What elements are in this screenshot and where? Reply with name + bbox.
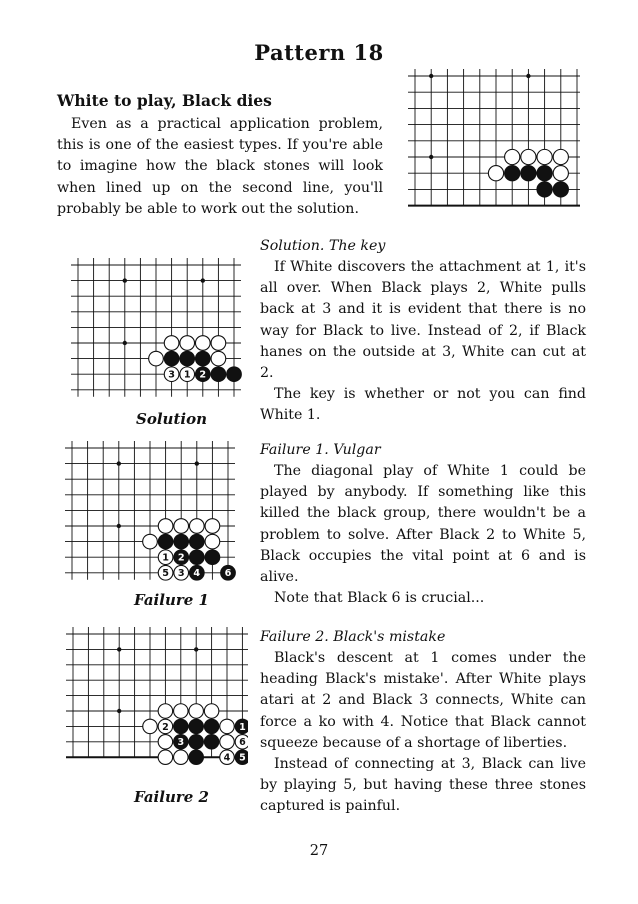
white-stone — [164, 336, 179, 351]
white-stone — [158, 519, 173, 534]
solution-text: If White discovers the attachment at 1, it's all over. When Black plays 2, White pulls back at 3 and it is evident that there is no way for Black to live. Instead of 2, if Black hanes on the outside at 3, White can cut at 2. — [260, 259, 586, 382]
move-number: 5 — [239, 752, 246, 764]
white-stone — [220, 735, 234, 749]
white-stone — [180, 367, 195, 382]
white-stone — [211, 336, 226, 351]
black-stone — [211, 367, 226, 382]
white-stone — [174, 565, 189, 580]
white-stone — [158, 550, 173, 565]
white-stone — [158, 735, 172, 749]
move-number: 6 — [239, 737, 246, 749]
white-stone — [158, 704, 172, 718]
white-stone — [149, 351, 164, 366]
failure1-caption: Failure 1 — [134, 591, 209, 609]
star-point — [123, 341, 127, 345]
black-stone — [227, 367, 242, 382]
move-number: 2 — [199, 369, 207, 381]
black-stone — [235, 719, 248, 733]
intro-paragraph — [57, 114, 383, 220]
black-stone — [505, 166, 520, 181]
white-stone — [204, 704, 218, 718]
black-stone — [521, 166, 536, 181]
solution-text: The key is whether or not you can find White 1. — [260, 386, 586, 424]
white-stone — [205, 519, 220, 534]
black-stone — [235, 750, 248, 764]
white-stone — [164, 367, 179, 382]
black-stone — [553, 182, 568, 197]
black-stone — [164, 351, 179, 366]
problem-subtitle: White to play, Black dies — [57, 91, 272, 110]
solution-heading: Solution. The key — [260, 238, 386, 254]
star-point — [429, 74, 433, 78]
black-stone — [174, 534, 189, 549]
black-stone — [537, 166, 552, 181]
white-stone — [553, 149, 568, 164]
move-number: 1 — [183, 369, 191, 381]
intro-line: this is one of the easiest types. If you're able — [57, 137, 383, 154]
white-stone — [189, 519, 204, 534]
solution-caption: Solution — [136, 410, 207, 428]
white-stone — [521, 149, 536, 164]
black-stone — [189, 735, 203, 749]
move-number: 3 — [177, 568, 185, 580]
white-stone — [195, 336, 210, 351]
failure2-section — [260, 627, 586, 818]
black-stone — [195, 367, 210, 382]
failure2-caption: Failure 2 — [134, 788, 209, 806]
white-stone — [174, 704, 188, 718]
page-title: Pattern 18 — [254, 40, 384, 65]
star-point — [201, 278, 205, 282]
white-stone — [158, 565, 173, 580]
page-number: 27 — [309, 843, 329, 859]
move-number: 1 — [239, 721, 246, 733]
white-stone — [143, 719, 157, 733]
black-stone — [195, 351, 210, 366]
problem-diagram — [400, 62, 580, 217]
intro-line: when lined up on the second line, you'll — [57, 179, 383, 196]
failure1-diagram — [58, 438, 248, 586]
white-stone — [211, 351, 226, 366]
failure1-heading: Failure 1. Vulgar — [260, 442, 381, 458]
move-number: 4 — [193, 568, 201, 580]
solution-diagram — [60, 255, 250, 405]
star-point — [117, 647, 121, 651]
move-number: 4 — [223, 752, 231, 764]
white-stone — [220, 750, 234, 764]
move-number: 1 — [162, 552, 169, 564]
intro-line: to imagine how the black stones will look — [57, 158, 383, 175]
black-stone — [189, 719, 203, 733]
black-stone — [205, 550, 220, 565]
move-number: 6 — [224, 568, 232, 580]
move-number: 2 — [177, 552, 185, 564]
intro-line: probably be able to work out the solution. — [57, 200, 359, 217]
black-stone — [158, 534, 173, 549]
white-stone — [158, 750, 172, 764]
failure2-heading: Failure 2. Black's mistake — [260, 629, 446, 645]
black-stone — [174, 550, 189, 565]
white-stone — [205, 534, 220, 549]
black-stone — [204, 735, 218, 749]
move-number: 3 — [177, 737, 185, 749]
black-stone — [221, 565, 236, 580]
black-stone — [189, 750, 203, 764]
black-stone — [189, 565, 204, 580]
star-point — [195, 461, 199, 465]
white-stone — [235, 735, 248, 749]
white-stone — [220, 719, 234, 733]
move-number: 5 — [162, 568, 169, 580]
solution-section — [260, 236, 586, 427]
white-stone — [143, 534, 158, 549]
star-point — [117, 524, 121, 528]
move-number: 3 — [168, 369, 175, 381]
white-stone — [189, 704, 203, 718]
white-stone — [174, 519, 189, 534]
black-stone — [537, 182, 552, 197]
failure1-text: The diagonal play of White 1 could be played by anybody. If something like this killed the black group, there wouldn't be a problem to solve. After Black 2 to White 5, Black occupies the vital point at 6 and is alive. — [260, 463, 586, 586]
star-point — [194, 647, 198, 651]
black-stone — [180, 351, 195, 366]
star-point — [123, 278, 127, 282]
failure2-text: Instead of connecting at 3, Black can live by playing 5, but having these three stones captured is painful. — [260, 756, 586, 815]
white-stone — [537, 149, 552, 164]
star-point — [117, 461, 121, 465]
failure1-section — [260, 440, 586, 609]
black-stone — [189, 534, 204, 549]
star-point — [429, 155, 433, 159]
intro-line: Even as a practical application problem, — [71, 116, 383, 132]
star-point — [526, 74, 530, 78]
white-stone — [553, 166, 568, 181]
black-stone — [174, 735, 188, 749]
white-stone — [180, 336, 195, 351]
white-stone — [158, 719, 172, 733]
white-stone — [488, 166, 503, 181]
white-stone — [174, 750, 188, 764]
black-stone — [174, 719, 188, 733]
failure2-text: Black's descent at 1 comes under the heading Black's mistake'. After White plays atari at 2 and Black 3 connects, White can force a ko with 4. Notice that Black cannot squeeze because of a shortage of liberties. — [260, 650, 586, 751]
move-number: 2 — [162, 721, 169, 733]
black-stone — [189, 550, 204, 565]
black-stone — [204, 719, 218, 733]
failure1-text: Note that Black 6 is crucial... — [274, 590, 485, 607]
white-stone — [505, 149, 520, 164]
failure2-diagram — [58, 624, 248, 784]
star-point — [117, 709, 121, 713]
